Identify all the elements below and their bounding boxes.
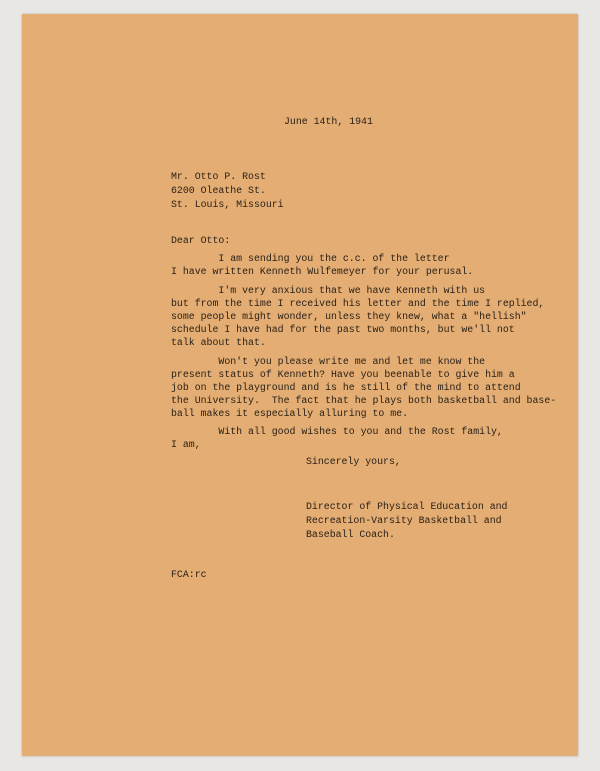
closing: Sincerely yours, xyxy=(306,456,401,467)
paragraph-line: I'm very anxious that we have Kenneth with us xyxy=(171,285,486,296)
typist-initials: FCA:rc xyxy=(171,569,207,580)
paragraph-line: With all good wishes to you and the Rost family, xyxy=(171,426,503,437)
paragraph-line: job on the playground and is he still of the mind to attend xyxy=(171,382,521,393)
paragraph-line: talk about that. xyxy=(171,337,266,348)
paragraph-line: schedule I have had for the past two months, but we'll not xyxy=(171,324,515,335)
signature-title: Baseball Coach. xyxy=(306,529,395,540)
paragraph-line: ball makes it especially alluring to me. xyxy=(171,408,409,419)
paragraph-line: I am sending you the c.c. of the letter xyxy=(171,253,450,264)
paragraph-line: present status of Kenneth? Have you beenable to give him a xyxy=(171,369,515,380)
paragraph-line: I have written Kenneth Wulfemeyer for your perusal. xyxy=(171,266,474,277)
signature-title: Recreation-Varsity Basketball and xyxy=(306,515,502,526)
paragraph-line: the University. The fact that he plays both basketball and base- xyxy=(171,395,557,406)
letter-date: June 14th, 1941 xyxy=(284,116,373,127)
paragraph-line: some people might wonder, unless they knew, what a "hellish" xyxy=(171,311,527,322)
recipient-name: Mr. Otto P. Rost xyxy=(171,171,266,182)
recipient-city: St. Louis, Missouri xyxy=(171,199,284,210)
salutation: Dear Otto: xyxy=(171,235,231,246)
paragraph-line: I am, xyxy=(171,439,201,450)
paragraph-line: Won't you please write me and let me know the xyxy=(171,356,486,367)
signature-title: Director of Physical Education and xyxy=(306,501,508,512)
paragraph-line: but from the time I received his letter and the time I replied, xyxy=(171,298,545,309)
recipient-street: 6200 Oleathe St. xyxy=(171,185,266,196)
